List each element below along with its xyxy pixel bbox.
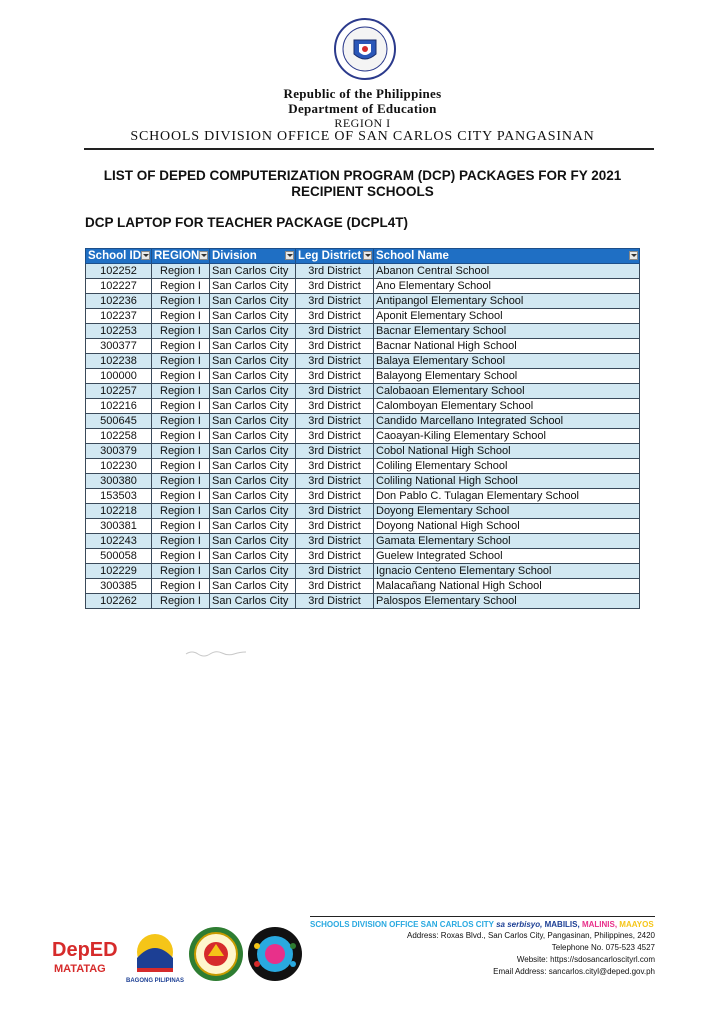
cell-school-id: 102243 [86, 534, 152, 549]
cell-region: Region I [152, 474, 210, 489]
cell-region: Region I [152, 354, 210, 369]
footer-address: Address: Roxas Blvd., San Carlos City, Pangasinan, Philippines, 2420 [407, 931, 655, 940]
cell-leg-district: 3rd District [296, 279, 374, 294]
cell-region: Region I [152, 459, 210, 474]
cell-division: San Carlos City [210, 594, 296, 609]
cell-division: San Carlos City [210, 264, 296, 279]
cell-leg-district: 3rd District [296, 459, 374, 474]
filter-dropdown-icon[interactable] [363, 251, 372, 260]
cell-school-id: 102230 [86, 459, 152, 474]
cell-leg-district: 3rd District [296, 399, 374, 414]
cell-school-name: Caoayan-Kiling Elementary School [374, 429, 640, 444]
cell-division: San Carlos City [210, 354, 296, 369]
cell-division: San Carlos City [210, 414, 296, 429]
cell-region: Region I [152, 489, 210, 504]
cell-school-id: 102216 [86, 399, 152, 414]
matatag-logo-text: MATATAG [54, 963, 106, 975]
cell-region: Region I [152, 429, 210, 444]
cell-school-id: 102238 [86, 354, 152, 369]
footer-website[interactable]: Website: https://sdosancarloscityrl.com [516, 955, 655, 964]
tagline-office: SCHOOLS DIVISION OFFICE SAN CARLOS CITY [310, 920, 494, 929]
cell-school-name: Malacañang National High School [374, 579, 640, 594]
table-row [86, 399, 640, 414]
column-header-label: Leg District [298, 250, 362, 262]
cell-leg-district: 3rd District [296, 429, 374, 444]
cell-division: San Carlos City [210, 279, 296, 294]
cell-leg-district: 3rd District [296, 489, 374, 504]
cell-region: Region I [152, 399, 210, 414]
column-header-label: REGION [154, 250, 200, 262]
table-row [86, 309, 640, 324]
tagline-mabilis: MABILIS, [544, 920, 580, 929]
footer-email[interactable]: Email Address: sancarlos.cityl@deped.gov.ph [493, 967, 655, 976]
cell-leg-district: 3rd District [296, 339, 374, 354]
cell-division: San Carlos City [210, 579, 296, 594]
deped-logo-text: DepED [52, 939, 118, 961]
cell-leg-district: 3rd District [296, 534, 374, 549]
cell-school-name: Abanon Central School [374, 264, 640, 279]
footer-telephone: Telephone No. 075-523 4527 [551, 943, 655, 952]
table-row [86, 444, 640, 459]
cell-school-name: Balaya Elementary School [374, 354, 640, 369]
cell-school-id: 102252 [86, 264, 152, 279]
cell-leg-district: 3rd District [296, 294, 374, 309]
cell-leg-district: 3rd District [296, 369, 374, 384]
table-row [86, 429, 640, 444]
column-header-school-name[interactable] [374, 249, 640, 264]
cell-school-name: Antipangol Elementary School [374, 294, 640, 309]
cell-division: San Carlos City [210, 444, 296, 459]
cell-region: Region I [152, 504, 210, 519]
cell-school-id: 300381 [86, 519, 152, 534]
cell-leg-district: 3rd District [296, 444, 374, 459]
cell-school-name: Don Pablo C. Tulagan Elementary School [374, 489, 640, 504]
cell-region: Region I [152, 324, 210, 339]
tagline-maayos: MAAYOS [619, 920, 654, 929]
cell-leg-district: 3rd District [296, 309, 374, 324]
cell-school-name: Guelew Integrated School [374, 549, 640, 564]
header-department: Department of Education [288, 101, 437, 116]
cell-division: San Carlos City [210, 564, 296, 579]
cell-school-id: 300377 [86, 339, 152, 354]
cell-region: Region I [152, 549, 210, 564]
cell-school-name: Ignacio Centeno Elementary School [374, 564, 640, 579]
cell-school-name: Cobol National High School [374, 444, 640, 459]
table-row [86, 549, 640, 564]
cell-region: Region I [152, 564, 210, 579]
cell-division: San Carlos City [210, 429, 296, 444]
cell-leg-district: 3rd District [296, 519, 374, 534]
table-row [86, 504, 640, 519]
cell-school-id: 102258 [86, 429, 152, 444]
cell-division: San Carlos City [210, 489, 296, 504]
cell-leg-district: 3rd District [296, 264, 374, 279]
faint-scribble-mark [184, 648, 248, 658]
cell-division: San Carlos City [210, 339, 296, 354]
column-header-region[interactable] [152, 249, 210, 264]
cell-region: Region I [152, 534, 210, 549]
cell-school-id: 500645 [86, 414, 152, 429]
cell-division: San Carlos City [210, 534, 296, 549]
cell-region: Region I [152, 264, 210, 279]
cell-school-id: 102229 [86, 564, 152, 579]
cell-leg-district: 3rd District [296, 564, 374, 579]
cell-school-id: 300379 [86, 444, 152, 459]
cell-division: San Carlos City [210, 504, 296, 519]
table-row [86, 564, 640, 579]
cell-division: San Carlos City [210, 519, 296, 534]
filter-dropdown-icon[interactable] [141, 251, 150, 260]
cell-school-id: 102253 [86, 324, 152, 339]
cell-school-id: 102237 [86, 309, 152, 324]
filter-dropdown-icon[interactable] [629, 251, 638, 260]
cell-school-name: Gamata Elementary School [374, 534, 640, 549]
deped-matatag-logo [50, 932, 118, 980]
cell-division: San Carlos City [210, 399, 296, 414]
bagong-pilipinas-text: BAGONG PILIPINAS [125, 978, 185, 984]
footer-tagline [310, 920, 654, 929]
cell-leg-district: 3rd District [296, 354, 374, 369]
table-row [86, 534, 640, 549]
cell-school-name: Calomboyan Elementary School [374, 399, 640, 414]
cell-region: Region I [152, 579, 210, 594]
cell-school-id: 500058 [86, 549, 152, 564]
table-row [86, 279, 640, 294]
cell-region: Region I [152, 294, 210, 309]
column-header-school-id[interactable] [86, 249, 152, 264]
cell-region: Region I [152, 369, 210, 384]
column-header-division[interactable] [210, 249, 296, 264]
table-row [86, 459, 640, 474]
cell-school-id: 300380 [86, 474, 152, 489]
cell-leg-district: 3rd District [296, 474, 374, 489]
cell-school-name: Candido Marcellano Integrated School [374, 414, 640, 429]
header-republic: Republic of the Philippines [283, 86, 442, 101]
cell-school-id: 102236 [86, 294, 152, 309]
column-header-leg-district[interactable] [296, 249, 374, 264]
cell-division: San Carlos City [210, 459, 296, 474]
tagline-sa-serbisyo: sa serbisyo, [496, 920, 543, 929]
table-row [86, 414, 640, 429]
document-title-line1: LIST OF DEPED COMPUTERIZATION PROGRAM (DCP) PACKAGES FOR FY 2021 [103, 168, 622, 183]
footer-divider [310, 916, 655, 917]
cell-school-name: Coliling Elementary School [374, 459, 640, 474]
cell-division: San Carlos City [210, 309, 296, 324]
cell-leg-district: 3rd District [296, 504, 374, 519]
cell-region: Region I [152, 384, 210, 399]
cell-school-id: 100000 [86, 369, 152, 384]
cell-region: Region I [152, 279, 210, 294]
cell-school-name: Palospos Elementary School [374, 594, 640, 609]
cell-region: Region I [152, 309, 210, 324]
cell-school-name: Ano Elementary School [374, 279, 640, 294]
column-header-label: School ID [88, 250, 142, 262]
cell-leg-district: 3rd District [296, 324, 374, 339]
cell-school-name: Doyong Elementary School [374, 504, 640, 519]
cell-school-id: 102262 [86, 594, 152, 609]
document-title-line2: RECIPIENT SCHOOLS [291, 184, 434, 199]
cell-school-name: Doyong National High School [374, 519, 640, 534]
cell-region: Region I [152, 414, 210, 429]
table-row [86, 384, 640, 399]
cell-school-id: 102218 [86, 504, 152, 519]
cell-division: San Carlos City [210, 549, 296, 564]
table-header-row [86, 249, 640, 264]
cell-division: San Carlos City [210, 369, 296, 384]
table-row [86, 339, 640, 354]
table-row [86, 579, 640, 594]
table-row [86, 594, 640, 609]
table-row [86, 369, 640, 384]
header-office: SCHOOLS DIVISION OFFICE OF SAN CARLOS CITY PANGASINAN [130, 129, 595, 144]
cell-leg-district: 3rd District [296, 594, 374, 609]
deped-seal-logo [334, 18, 396, 80]
column-header-label: School Name [376, 250, 449, 262]
tagline-malinis: MALINIS, [581, 920, 618, 929]
cell-school-name: Balayong Elementary School [374, 369, 640, 384]
cell-division: San Carlos City [210, 294, 296, 309]
division-office-seal-logo [188, 926, 244, 982]
filter-dropdown-icon[interactable] [199, 251, 208, 260]
table-row [86, 264, 640, 279]
cell-region: Region I [152, 519, 210, 534]
filter-dropdown-icon[interactable] [285, 251, 294, 260]
cell-division: San Carlos City [210, 474, 296, 489]
cell-division: San Carlos City [210, 324, 296, 339]
cell-leg-district: 3rd District [296, 414, 374, 429]
recipient-schools-table [85, 248, 640, 609]
header-divider [84, 148, 654, 150]
cell-division: San Carlos City [210, 384, 296, 399]
cell-leg-district: 3rd District [296, 579, 374, 594]
cell-school-name: Calobaoan Elementary School [374, 384, 640, 399]
header-region: REGION I [334, 116, 391, 130]
cell-school-name: Bacnar Elementary School [374, 324, 640, 339]
cell-leg-district: 3rd District [296, 549, 374, 564]
package-subtitle: DCP LAPTOP FOR TEACHER PACKAGE (DCPL4T) [85, 215, 409, 230]
table-row [86, 294, 640, 309]
cell-region: Region I [152, 444, 210, 459]
cell-school-id: 102227 [86, 279, 152, 294]
table-row [86, 489, 640, 504]
cell-region: Region I [152, 339, 210, 354]
school-governance-seal-logo [247, 926, 303, 982]
column-header-label: Division [212, 250, 257, 262]
cell-region: Region I [152, 594, 210, 609]
table-row [86, 474, 640, 489]
cell-school-id: 153503 [86, 489, 152, 504]
cell-school-name: Coliling National High School [374, 474, 640, 489]
table-row [86, 519, 640, 534]
bagong-pilipinas-logo [124, 928, 186, 986]
cell-school-id: 300385 [86, 579, 152, 594]
cell-school-name: Bacnar National High School [374, 339, 640, 354]
cell-leg-district: 3rd District [296, 384, 374, 399]
table-row [86, 324, 640, 339]
cell-school-name: Aponit Elementary School [374, 309, 640, 324]
cell-school-id: 102257 [86, 384, 152, 399]
table-row [86, 354, 640, 369]
